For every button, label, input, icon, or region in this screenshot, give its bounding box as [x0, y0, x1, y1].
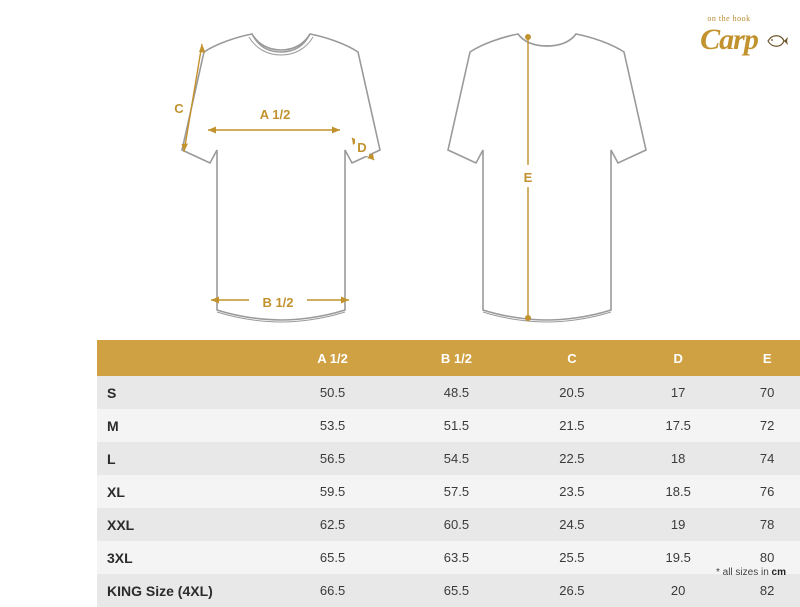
table-header-b-half: B 1/2 [394, 340, 519, 376]
cell-b-half: 60.5 [394, 508, 519, 541]
cell-a-half: 50.5 [271, 376, 394, 409]
cell-c: 24.5 [519, 508, 625, 541]
cell-a-half: 56.5 [271, 442, 394, 475]
cell-a-half: 65.5 [271, 541, 394, 574]
size-table [97, 340, 800, 607]
cell-c: 20.5 [519, 376, 625, 409]
units-footnote [716, 567, 786, 578]
table-row [97, 508, 800, 541]
label-b-half: B 1/2 [262, 295, 294, 310]
cell-c: 26.5 [519, 574, 625, 607]
label-e: E [523, 170, 533, 185]
footnote-unit: cm [771, 567, 786, 578]
t-shirt-back-view [448, 34, 646, 322]
measure-line-d [352, 138, 374, 160]
cell-c: 23.5 [519, 475, 625, 508]
cell-e: 76 [731, 475, 800, 508]
row-size-label: KING Size (4XL) [97, 574, 271, 607]
measure-line-c [171, 44, 206, 152]
row-size-label: S [97, 376, 271, 409]
cell-d: 19 [625, 508, 731, 541]
cell-a-half: 53.5 [271, 409, 394, 442]
cell-c: 22.5 [519, 442, 625, 475]
logo-title: Carp [700, 23, 758, 56]
cell-d: 18.5 [625, 475, 731, 508]
cell-e: 70 [731, 376, 800, 409]
cell-a-half: 66.5 [271, 574, 394, 607]
cell-b-half: 65.5 [394, 574, 519, 607]
measure-line-a-half [208, 104, 340, 134]
cell-d: 17.5 [625, 409, 731, 442]
cell-e: 80 [731, 541, 800, 574]
t-shirt-front-view [182, 34, 380, 322]
table-row [97, 409, 800, 442]
logo-subtitle: on the hook [707, 14, 751, 23]
row-size-label: XL [97, 475, 271, 508]
cell-b-half: 48.5 [394, 376, 519, 409]
cell-e: 74 [731, 442, 800, 475]
cell-c: 21.5 [519, 409, 625, 442]
cell-b-half: 63.5 [394, 541, 519, 574]
cell-a-half: 59.5 [271, 475, 394, 508]
cell-e: 72 [731, 409, 800, 442]
table-header-d: D [625, 340, 731, 376]
label-c: C [174, 101, 184, 116]
table-header-a-half: A 1/2 [271, 340, 394, 376]
cell-e: 78 [731, 508, 800, 541]
cell-e: 82 [731, 574, 800, 607]
measure-line-b-half [211, 292, 349, 312]
cell-b-half: 51.5 [394, 409, 519, 442]
cell-b-half: 57.5 [394, 475, 519, 508]
cell-d: 17 [625, 376, 731, 409]
cell-c: 25.5 [519, 541, 625, 574]
row-size-label: 3XL [97, 541, 271, 574]
footnote-prefix: * all sizes in [715, 567, 772, 578]
table-header-c: C [519, 340, 625, 376]
row-size-label: L [97, 442, 271, 475]
label-d: D [357, 140, 367, 155]
label-a-half: A 1/2 [259, 107, 291, 122]
table-header-e: E [731, 340, 800, 376]
row-size-label: M [97, 409, 271, 442]
cell-d: 19.5 [625, 541, 731, 574]
row-size-label: XXL [97, 508, 271, 541]
measure-line-e [520, 34, 536, 321]
table-row [97, 541, 800, 574]
table-row [97, 376, 800, 409]
cell-b-half: 54.5 [394, 442, 519, 475]
cell-a-half: 62.5 [271, 508, 394, 541]
cell-d: 18 [625, 442, 731, 475]
cell-d: 20 [625, 574, 731, 607]
table-header-row [97, 340, 800, 376]
table-row [97, 442, 800, 475]
table-header-size [97, 340, 271, 376]
table-row [97, 475, 800, 508]
table-row [97, 574, 800, 607]
